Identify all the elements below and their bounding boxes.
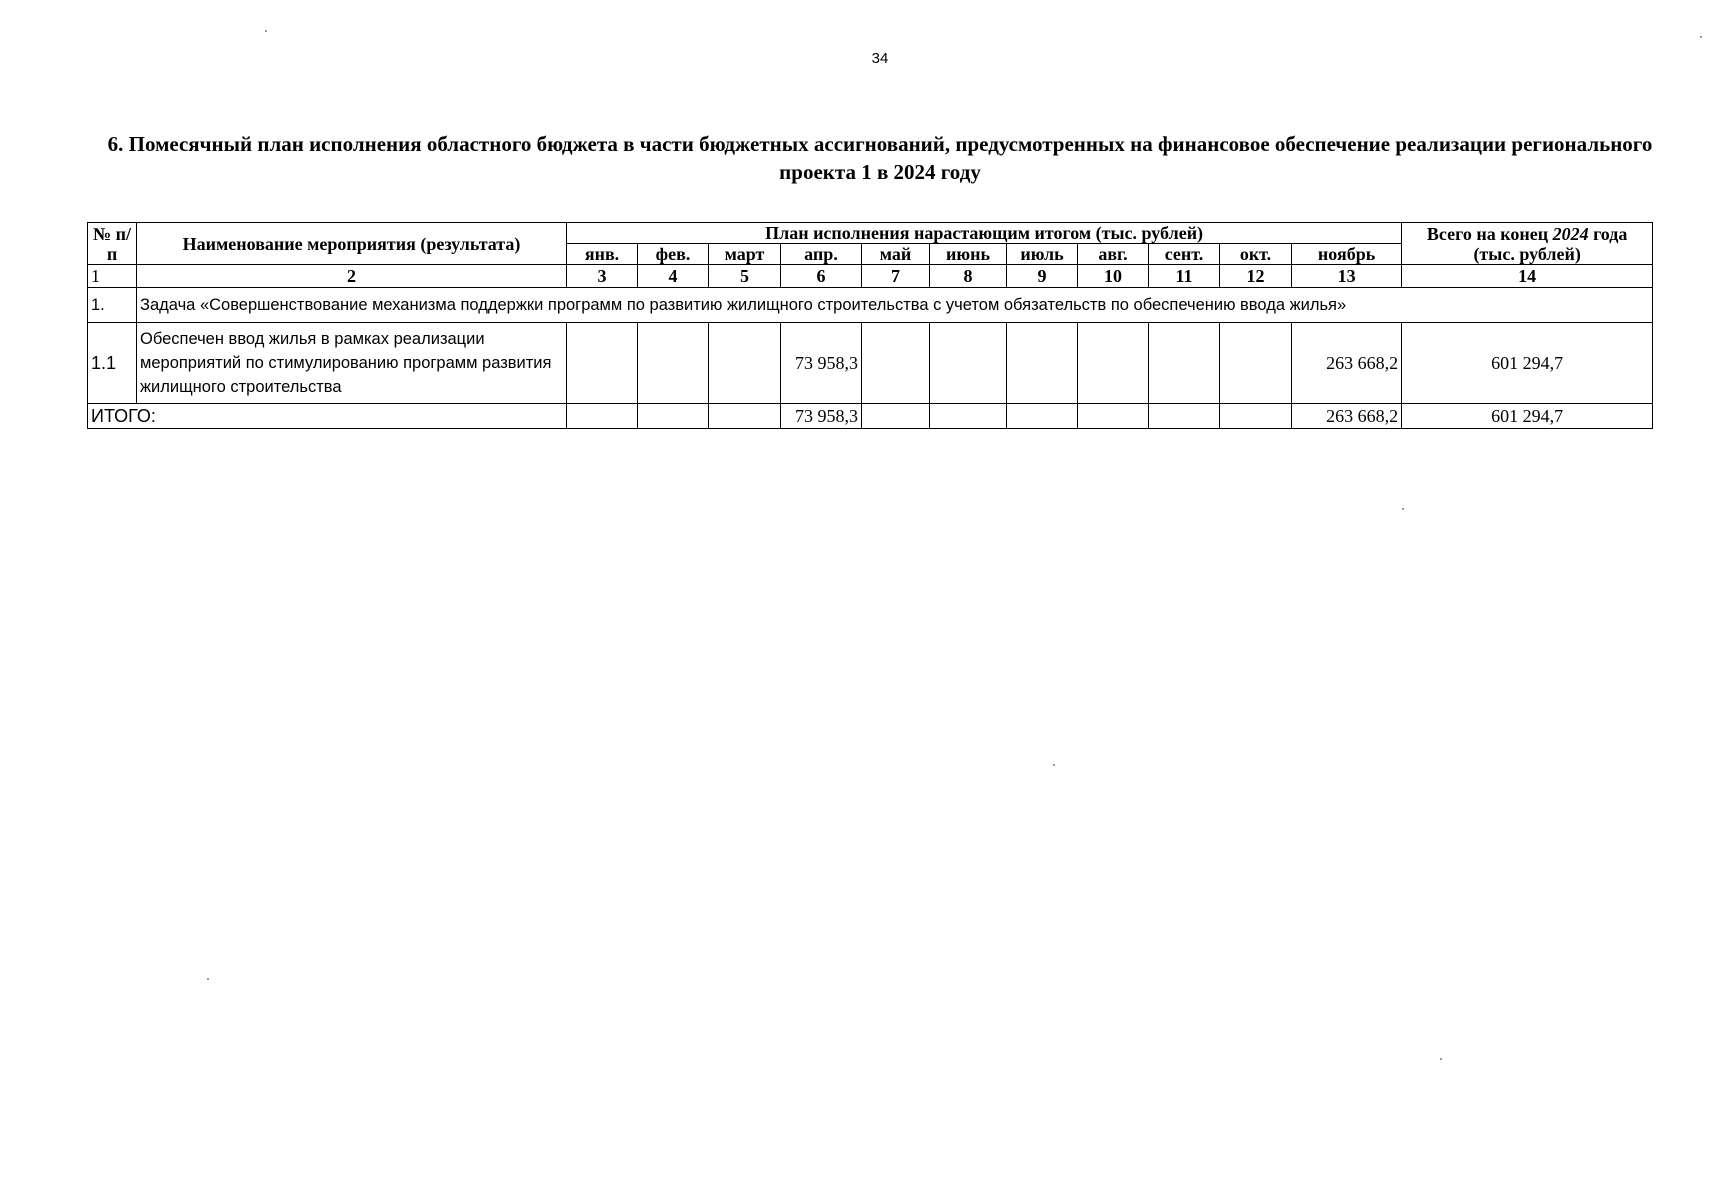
total-month-value [1149, 404, 1220, 429]
total-month-value [862, 404, 930, 429]
column-number: 7 [862, 265, 930, 288]
total-header-prefix: Всего на конец [1426, 223, 1549, 244]
month-value: 263 668,2 [1292, 323, 1402, 404]
total-month-value [1007, 404, 1078, 429]
column-number: 4 [638, 265, 709, 288]
column-number: 11 [1149, 265, 1220, 288]
plan-header: План исполнения нарастающим итогом (тыс. рублей) [567, 223, 1402, 244]
column-number: 1 [88, 265, 137, 288]
grand-total: 601 294,7 [1402, 404, 1653, 429]
column-number: 12 [1220, 265, 1292, 288]
month-header: янв. [567, 244, 638, 265]
column-number: 8 [930, 265, 1007, 288]
item-name: Обеспечен ввод жилья в рамках реализации мероприятий по стимулированию программ развития жилищного строительства [137, 323, 567, 404]
month-value [709, 323, 781, 404]
task-number: 1. [88, 288, 137, 323]
month-header: июль [1007, 244, 1078, 265]
col-number-header: № п/п [88, 223, 137, 265]
totals-row [88, 404, 1653, 429]
column-number: 10 [1078, 265, 1149, 288]
month-header: июнь [930, 244, 1007, 265]
month-value: 73 958,3 [781, 323, 862, 404]
month-value [1220, 323, 1292, 404]
month-header: март [709, 244, 781, 265]
total-month-value [709, 404, 781, 429]
column-number: 14 [1402, 265, 1653, 288]
month-value [567, 323, 638, 404]
month-value [1007, 323, 1078, 404]
scan-speck [1700, 36, 1702, 38]
page-number: 34 [871, 50, 889, 67]
total-month-value [638, 404, 709, 429]
total-month-value: 73 958,3 [781, 404, 862, 429]
month-value [862, 323, 930, 404]
column-number: 9 [1007, 265, 1078, 288]
page-title: 6. Помесячный план исполнения областного бюджета в части бюджетных ассигнований, предусмотренных на финансовое обеспечение реализации регионального проекта 1 в 2024 году [107, 132, 1653, 184]
scan-speck [1053, 764, 1055, 766]
month-value [1078, 323, 1149, 404]
header-row-1 [88, 223, 1653, 244]
month-header: сент. [1149, 244, 1220, 265]
month-value [930, 323, 1007, 404]
column-number: 3 [567, 265, 638, 288]
column-numbers-row [88, 265, 1653, 288]
item-total: 601 294,7 [1402, 323, 1653, 404]
total-month-value [1078, 404, 1149, 429]
month-header: май [862, 244, 930, 265]
task-text: Задача «Совершенствование механизма поддержки программ по развитию жилищного строительства с учетом обязательств по обеспечению ввода жилья» [137, 288, 1653, 323]
column-number: 6 [781, 265, 862, 288]
month-header: авг. [1078, 244, 1149, 265]
table-row [88, 323, 1653, 404]
item-number: 1.1 [88, 323, 137, 404]
month-header: окт. [1220, 244, 1292, 265]
task-row [88, 288, 1653, 323]
total-header-suffix: года (тыс. рублей) [1473, 223, 1628, 264]
column-number: 5 [709, 265, 781, 288]
month-value [1149, 323, 1220, 404]
column-number: 13 [1292, 265, 1402, 288]
scan-speck [265, 30, 267, 32]
scan-speck [207, 978, 209, 980]
month-header: апр. [781, 244, 862, 265]
month-header: ноябрь [1292, 244, 1402, 265]
total-month-value: 263 668,2 [1292, 404, 1402, 429]
scan-speck [1402, 508, 1404, 510]
totals-label: ИТОГО: [88, 404, 567, 429]
col-name-header: Наименование мероприятия (результата) [137, 223, 567, 265]
total-header [1402, 223, 1653, 265]
total-month-value [1220, 404, 1292, 429]
column-number: 2 [137, 265, 567, 288]
month-header: фев. [638, 244, 709, 265]
budget-plan-table [87, 222, 1653, 429]
scan-speck [1440, 1058, 1442, 1060]
total-month-value [567, 404, 638, 429]
month-value [638, 323, 709, 404]
total-month-value [930, 404, 1007, 429]
total-header-year: 2024 [1552, 223, 1589, 244]
